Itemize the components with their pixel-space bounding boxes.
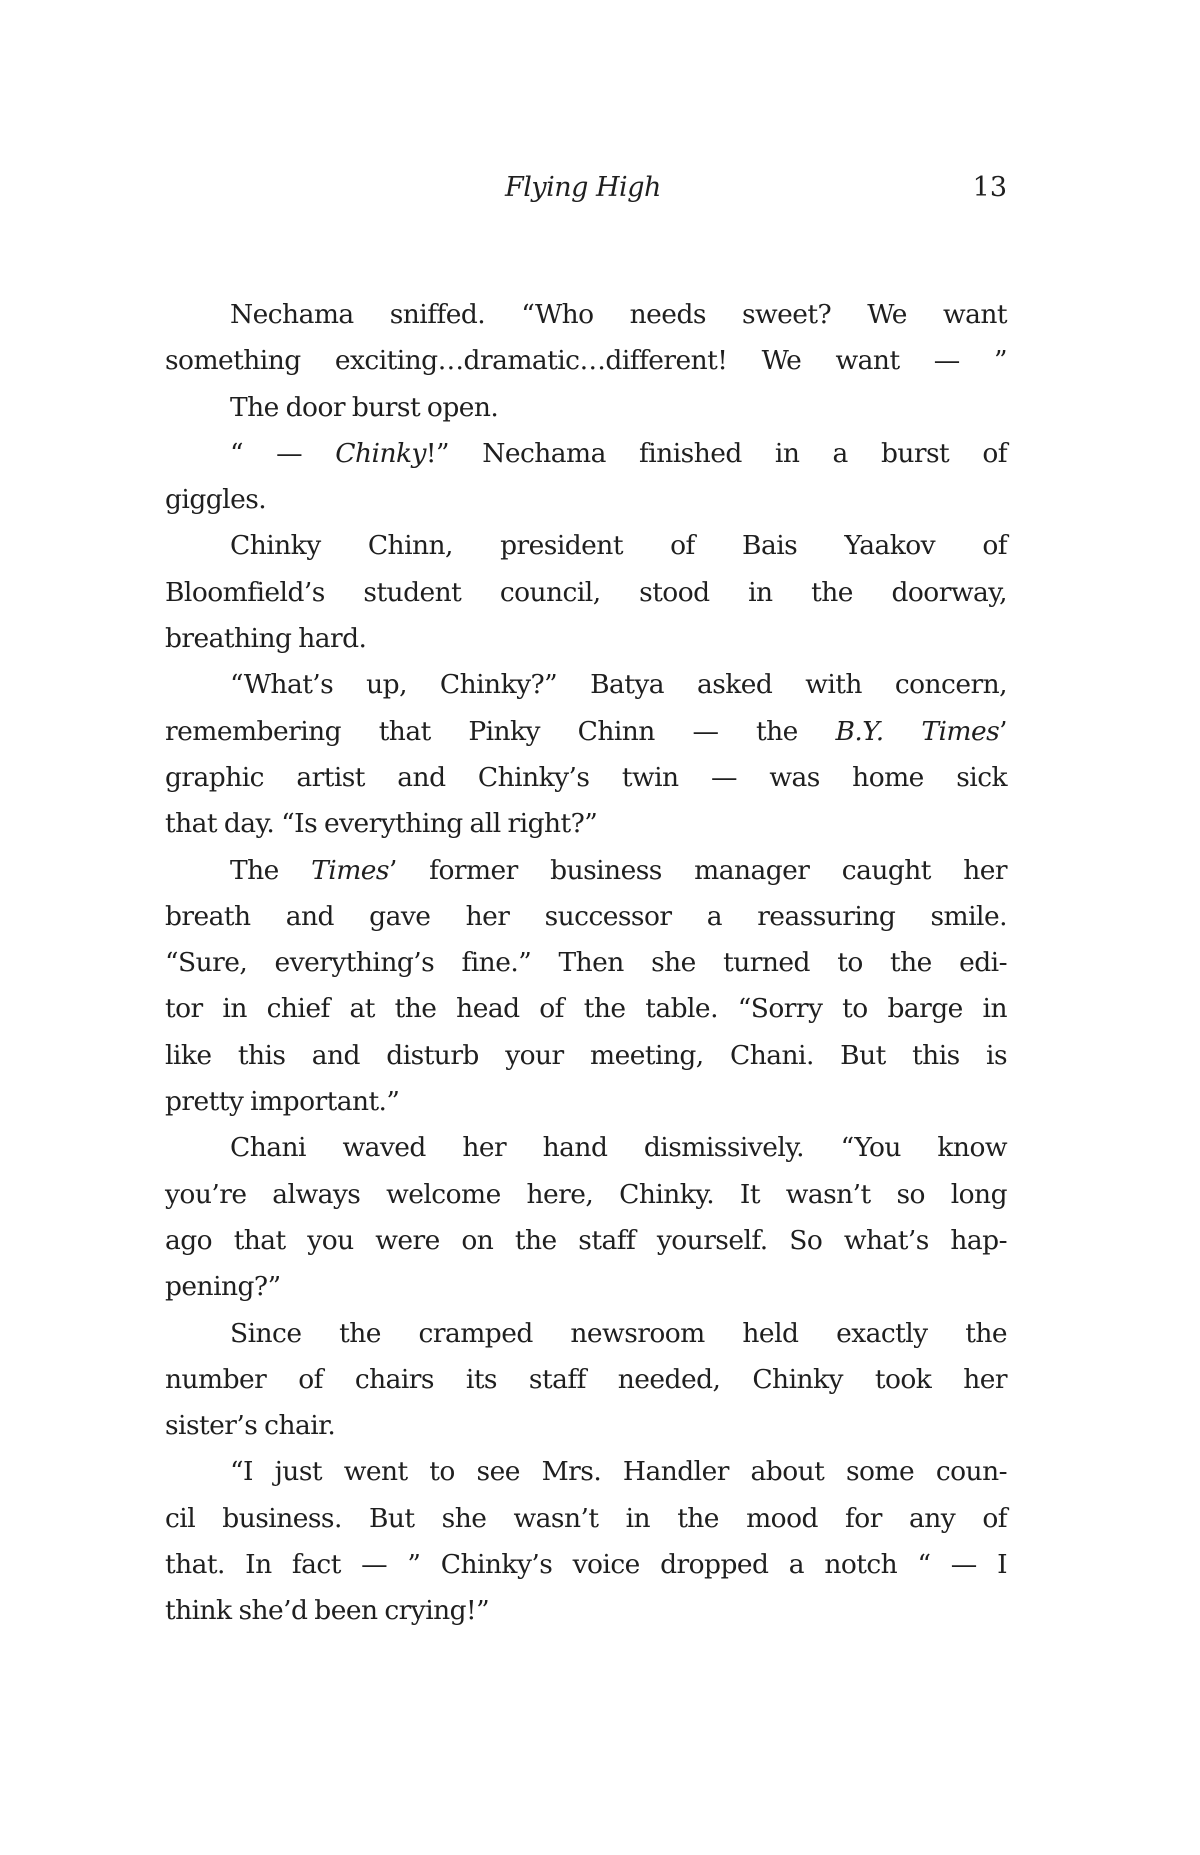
text-segment: ’ former business manager caught her <box>388 854 1007 886</box>
text-segment: breathing hard. <box>165 623 367 655</box>
text-segment: sister’s chair. <box>165 1410 336 1442</box>
body-text <box>165 292 1007 1635</box>
text-line <box>165 709 1007 755</box>
text-segment: “What’s up, Chinky?” Batya asked with concern, <box>230 669 1007 701</box>
text-segment: that day. “Is everything all right?” <box>165 808 598 840</box>
text-segment: cil business. But she wasn’t in the mood for any of <box>165 1502 1007 1534</box>
text-line <box>165 1542 1007 1588</box>
text-segment: number of chairs its staff needed, Chinky took her <box>165 1363 1007 1395</box>
text-line <box>165 385 1007 431</box>
text-segment: tor in chief at the head of the table. “Sorry to barge in <box>165 993 1007 1025</box>
text-line <box>165 755 1007 801</box>
text-line <box>165 292 1007 338</box>
text-segment: pening?” <box>165 1271 281 1303</box>
text-line <box>165 1125 1007 1171</box>
text-segment: something exciting…dramatic…different! We want — ” <box>165 345 1007 377</box>
text-line <box>165 523 1007 569</box>
text-line <box>165 1449 1007 1495</box>
text-segment: that. In fact — ” Chinky’s voice dropped a notch “ — I <box>165 1549 1007 1581</box>
text-segment: “Sure, everything’s fine.” Then she turned to the edi- <box>165 947 1007 979</box>
text-segment: Chani waved her hand dismissively. “You know <box>230 1132 1007 1164</box>
text-line <box>165 570 1007 616</box>
text-line <box>165 1172 1007 1218</box>
text-line <box>165 1403 1007 1449</box>
text-line <box>165 894 1007 940</box>
text-segment: ago that you were on the staff yourself. So what’s hap- <box>165 1224 1007 1256</box>
chapter-title: Flying High <box>505 172 661 203</box>
running-head <box>165 172 1007 212</box>
text-segment: ’ <box>999 715 1008 747</box>
text-line <box>165 662 1007 708</box>
text-segment: “I just went to see Mrs. Handler about some coun- <box>230 1456 1007 1488</box>
text-line <box>165 986 1007 1032</box>
text-segment: remembering that Pinky Chinn — the <box>165 715 836 747</box>
text-segment: The <box>230 854 312 886</box>
text-line <box>165 616 1007 662</box>
text-segment: Nechama sniffed. “Who needs sweet? We want <box>230 299 1007 330</box>
text-segment: !” Nechama finished in a burst of <box>425 437 1007 469</box>
text-line <box>165 1218 1007 1264</box>
text-line <box>165 1588 1007 1634</box>
text-line <box>165 940 1007 986</box>
page-number: 13 <box>972 172 1007 203</box>
text-segment: like this and disturb your meeting, Chani. But this is <box>165 1039 1007 1071</box>
text-segment: Chinky Chinn, president of Bais Yaakov of <box>230 530 1007 562</box>
text-line <box>165 1079 1007 1125</box>
text-segment: breath and gave her successor a reassuring smile. <box>165 900 1007 932</box>
text-segment: “ — <box>230 437 336 469</box>
text-segment: giggles. <box>165 484 267 516</box>
text-segment: think she’d been crying!” <box>165 1595 490 1627</box>
italic-text: Times <box>311 854 389 886</box>
text-segment: The door burst open. <box>230 391 499 423</box>
text-line <box>165 338 1007 384</box>
text-segment: Since the cramped newsroom held exactly the <box>230 1317 1007 1349</box>
text-segment: graphic artist and Chinky’s twin — was home sick <box>165 761 1007 793</box>
text-line <box>165 1357 1007 1403</box>
text-line <box>165 477 1007 523</box>
text-line <box>165 1311 1007 1357</box>
text-line <box>165 801 1007 847</box>
text-line <box>165 848 1007 894</box>
text-line <box>165 431 1007 477</box>
text-segment: pretty important.” <box>165 1086 400 1118</box>
italic-text: Chinky <box>335 437 426 469</box>
italic-text: B.Y. Times <box>835 715 1000 747</box>
text-segment: Bloomfield’s student council, stood in the doorway, <box>165 576 1007 608</box>
text-segment: you’re always welcome here, Chinky. It wasn’t so long <box>165 1178 1007 1210</box>
text-line <box>165 1264 1007 1310</box>
text-line <box>165 1033 1007 1079</box>
text-line <box>165 1496 1007 1542</box>
